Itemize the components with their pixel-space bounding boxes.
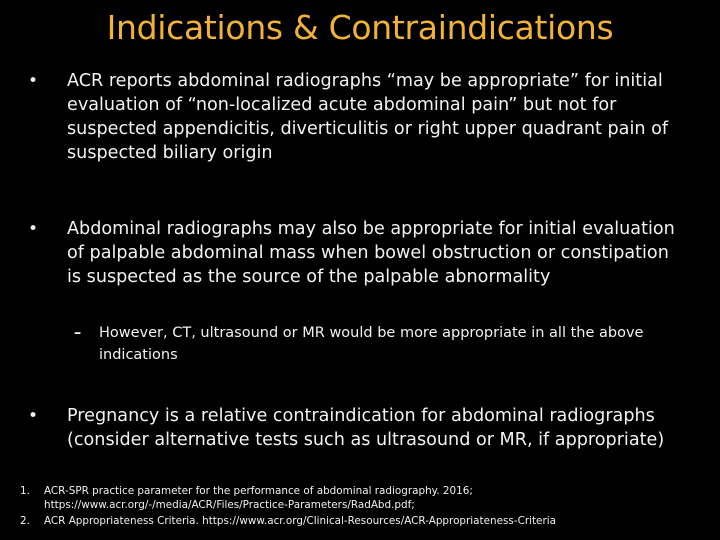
reference-text: ACR Appropriateness Criteria. https://www.acr.org/Clinical-Resources/ACR-Appropriateness-Criteria [44,515,556,527]
sub-bullet-item [74,322,689,366]
bullet-text: Abdominal radiographs may also be appropriate for initial evaluation of palpable abdominal mass when bowel obstruction or constipation is suspected as the source of the palpable abnormality [67,219,675,287]
bullet-item [28,69,687,165]
sub-bullet-text: However, CT, ultrasound or MR would be more appropriate in all the above indications [99,325,644,363]
sub-bullet-marker: – [74,325,82,341]
reference-number: 1. [20,485,30,497]
slide-title: Indications & Contraindications [106,8,614,47]
bullet-text: Pregnancy is a relative contraindication for abdominal radiographs (consider alternative tests such as ultrasound or MR, if appropriate) [67,406,665,450]
reference-item [20,484,714,512]
reference-number: 2. [20,515,30,527]
bullet-marker: • [28,406,39,426]
reference-text: ACR-SPR practice parameter for the performance of abdominal radiography. 2016; https://www.acr.org/-/media/ACR/Files/Practice-Parameters/RadAbd.pdf; [44,485,473,511]
bullet-item [28,404,687,452]
bullet-marker: • [28,219,39,239]
bullet-text: ACR reports abdominal radiographs “may be appropriate” for initial evaluation of “non-localized acute abdominal pain” but not for suspected appendicitis, diverticulitis or right upper quadrant pain of suspected biliary origin [67,71,669,163]
bullet-item [28,217,687,289]
bullet-marker: • [28,71,39,91]
reference-item [20,514,714,528]
